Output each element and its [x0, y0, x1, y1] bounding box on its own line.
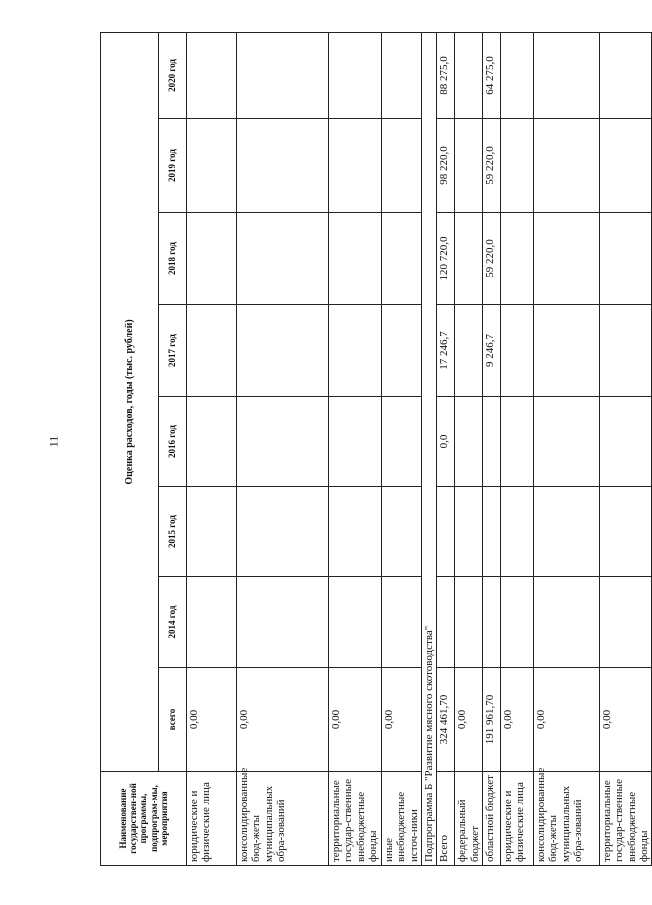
cell: [482, 577, 500, 668]
budget-table: [100, 32, 652, 866]
cell: 59 220,0: [482, 119, 500, 213]
cell: 0,00: [329, 668, 382, 772]
cell: 0,00: [500, 668, 533, 772]
cell: 98 220,0: [437, 119, 455, 213]
header-year: 2017 год: [159, 305, 187, 397]
subprogram-row: [421, 32, 436, 865]
header-year: 2019 год: [159, 119, 187, 213]
cell: 0,00: [599, 668, 651, 772]
cell: 17 246,7: [437, 305, 455, 397]
row-name: территориальные государ-ственные внебюджетные фонды: [599, 772, 651, 866]
header-year: 2014 год: [159, 577, 187, 668]
rotated-table-wrapper: [100, 33, 650, 866]
header-name-col: Наименование государствен-ной программы, подпрограм-мы, мероприятия: [101, 772, 187, 866]
row-name: федеральный бюджет: [455, 772, 483, 866]
row-name: Всего: [437, 772, 455, 866]
row-name: юридические и физические лица: [500, 772, 533, 866]
cell: [482, 397, 500, 487]
row-name: консолидированные бюд-жеты муниципальных обра-зований: [533, 772, 599, 866]
table-row: [329, 32, 382, 865]
cell: 0,00: [455, 668, 483, 772]
cell: 0,00: [533, 668, 599, 772]
row-name: областной бюджет: [482, 772, 500, 866]
cell: 64 275,0: [482, 32, 500, 118]
cell: 0,00: [187, 668, 237, 772]
header-year: всего: [159, 668, 187, 772]
table-row: [437, 32, 455, 865]
header-estimate-title: Оценка расходов, годы (тыс. рублей): [101, 32, 159, 771]
cell: [437, 487, 455, 577]
table-row: [500, 32, 533, 865]
header-year: 2016 год: [159, 397, 187, 487]
cell: 0,0: [437, 397, 455, 487]
table-row: [482, 32, 500, 865]
cell: 59 220,0: [482, 213, 500, 305]
cell: 0,00: [382, 668, 422, 772]
table-row: [237, 32, 329, 865]
cell: [437, 577, 455, 668]
table-row: [187, 32, 237, 865]
cell: 120 720,0: [437, 213, 455, 305]
row-name: консолидированные бюд-жеты муниципальных обра-зований: [237, 772, 329, 866]
table-row: [599, 32, 651, 865]
table-row: [533, 32, 599, 865]
cell: 324 461,70: [437, 668, 455, 772]
cell: 88 275,0: [437, 32, 455, 118]
cell: 0,00: [237, 668, 329, 772]
table-row: [382, 32, 422, 865]
header-year: 2020 год: [159, 32, 187, 118]
header-year: 2018 год: [159, 213, 187, 305]
header-year: 2015 год: [159, 487, 187, 577]
table-row: [455, 32, 483, 865]
cell: [482, 487, 500, 577]
cell: 191 961,70: [482, 668, 500, 772]
subprogram-title: Подпрограмма Б "Развитие мясного скотоводства": [421, 32, 436, 865]
row-name: юридические и физические лица: [187, 772, 237, 866]
row-name: территориальные государ-ственные внебюджетные фонды: [329, 772, 382, 866]
cell: 9 246,7: [482, 305, 500, 397]
page-number: 11: [46, 435, 61, 448]
row-name: иные внебюджетные источ-ники: [382, 772, 422, 866]
